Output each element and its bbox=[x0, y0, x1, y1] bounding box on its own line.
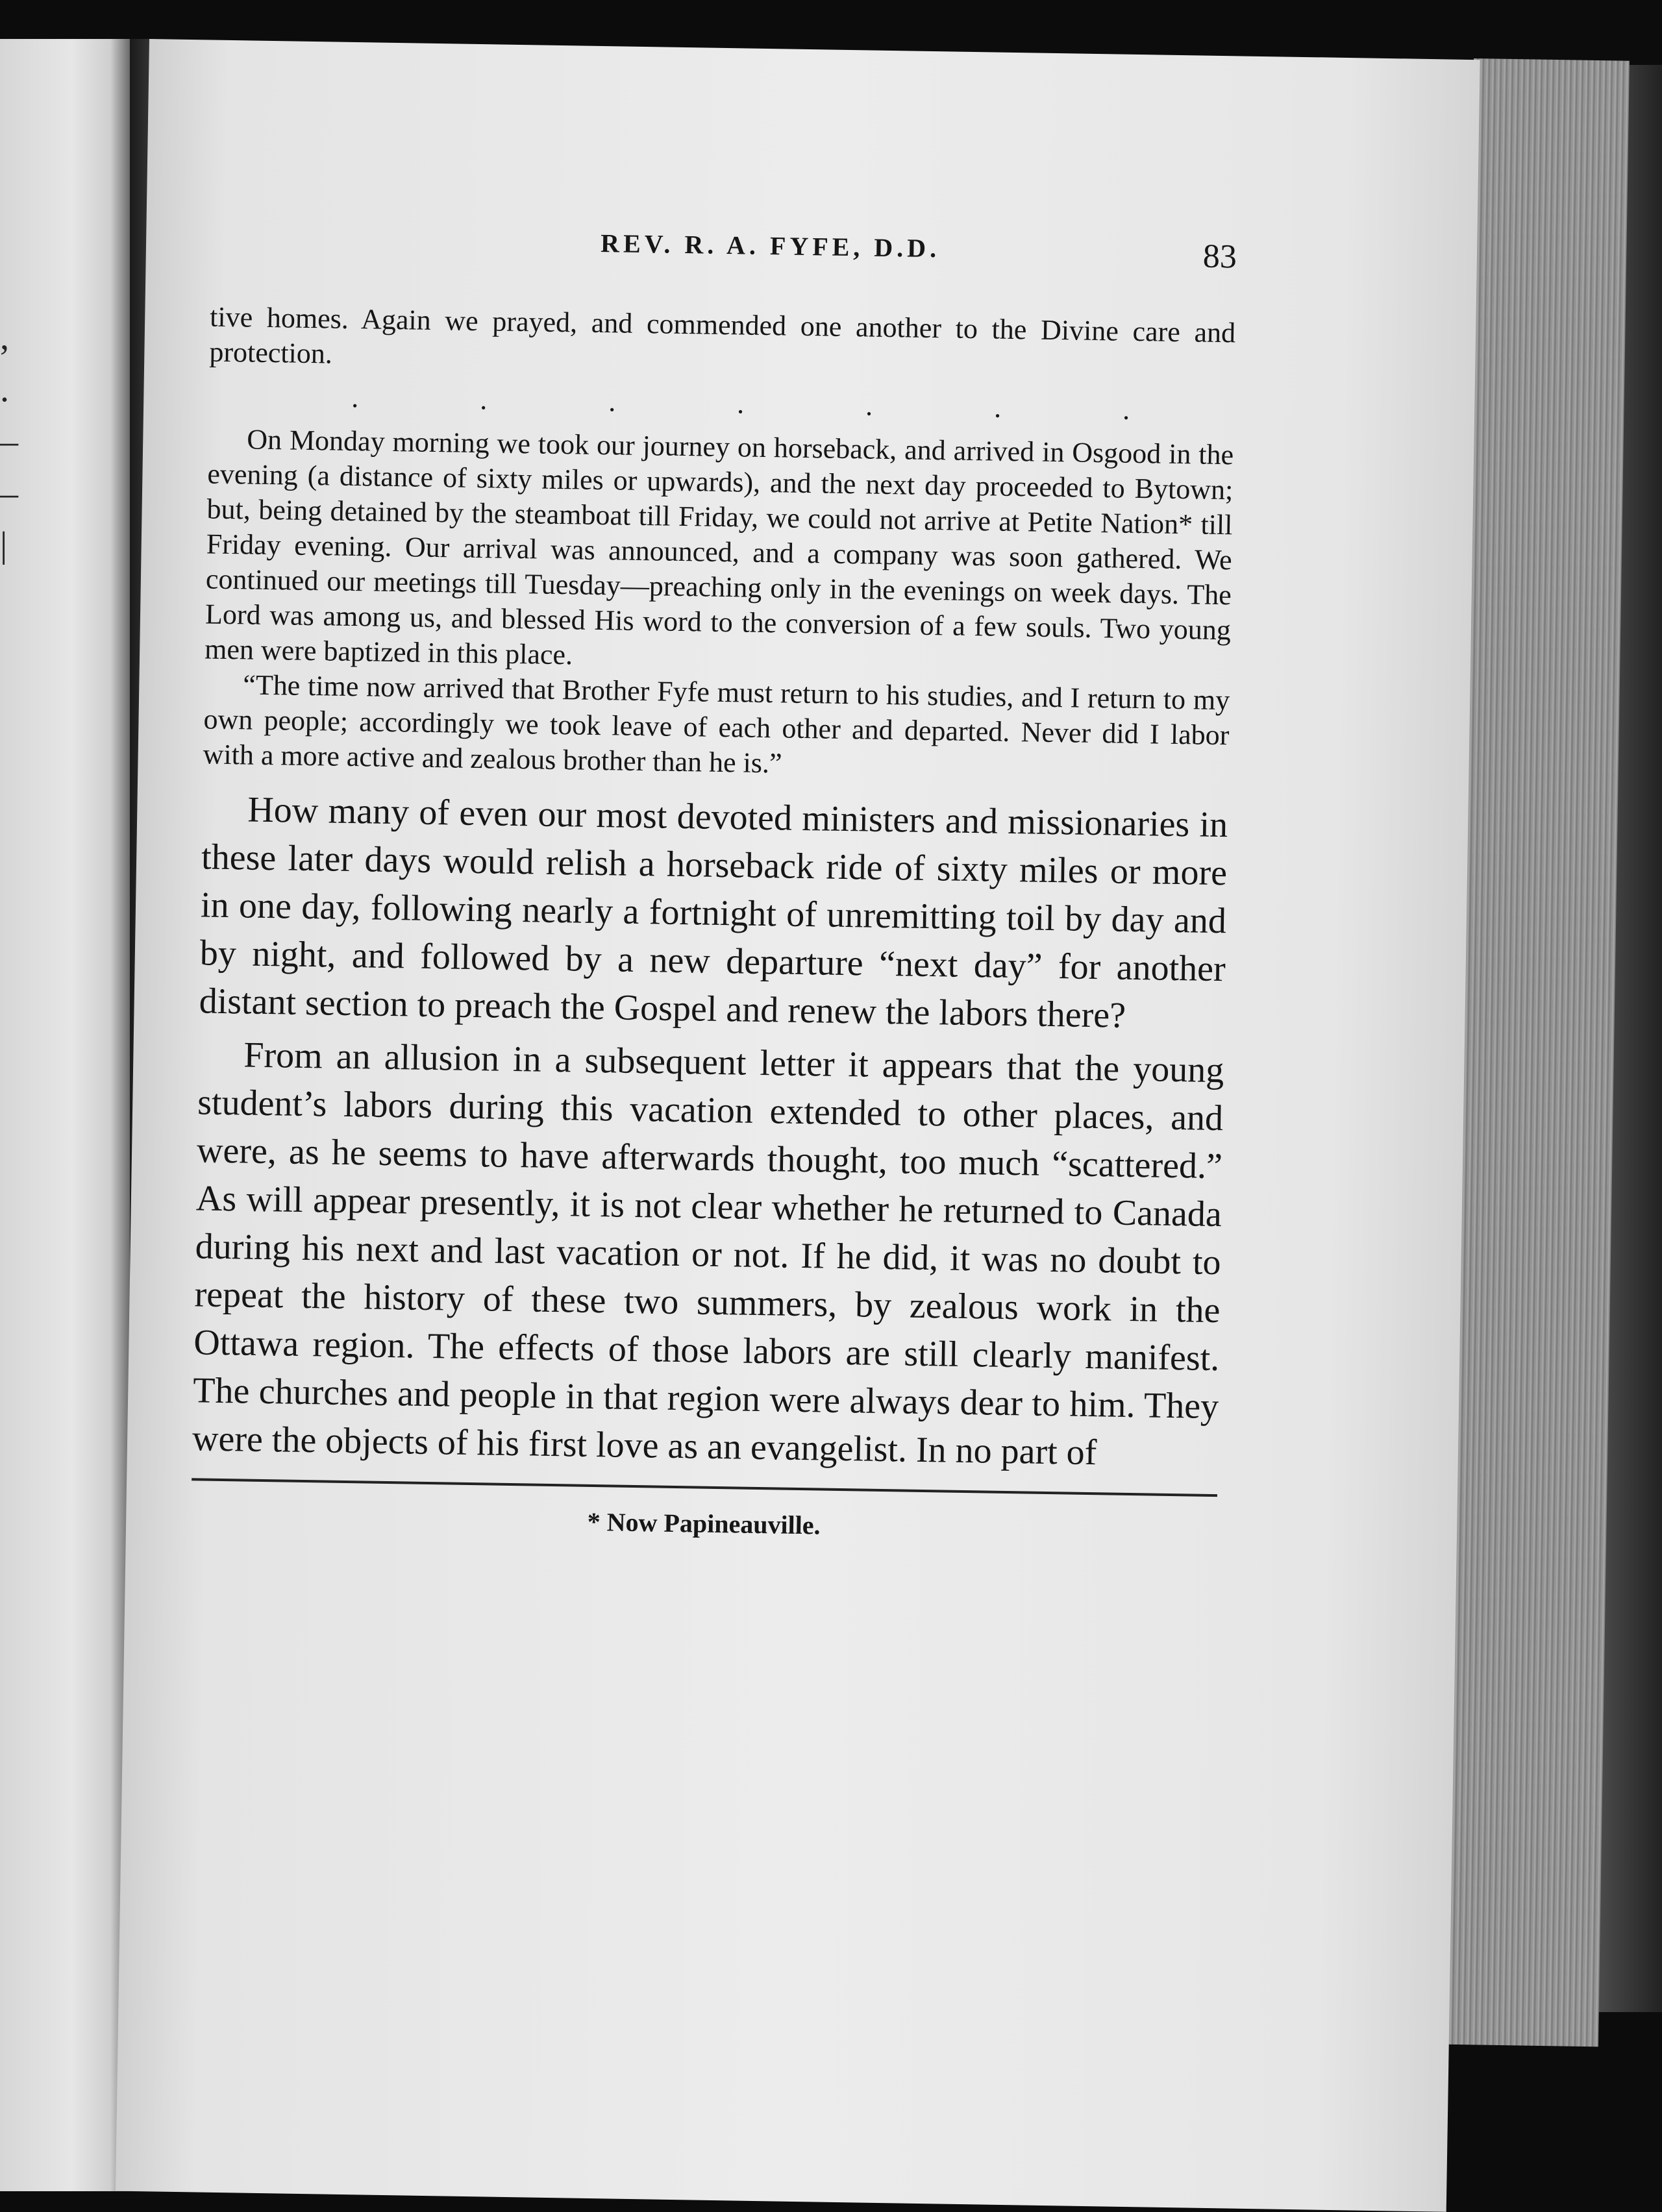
quoted-letter bbox=[203, 300, 1235, 789]
book-page bbox=[116, 39, 1480, 2212]
body-text bbox=[192, 785, 1228, 1479]
footnote: * Now Papineauville. bbox=[587, 1506, 821, 1540]
margin-mark: – bbox=[0, 473, 18, 513]
body-paragraph-2: From an allusion in a subsequent letter it appears that the young student’s labors during this vacation extended to other places, and were, as he seems to have afterwards thought, too much “scattered.” As will appear presently, it is not clear whether he returned to Canada during his next and last vacation or not. If he did, it was no doubt to repeat the history of these two summers, by zealous work in the Ottawa region. The effects of those labors are still clearly manifest. The churches and people in that region were always dear to him. They were the objects of his first love as an evangelist. In no part of bbox=[192, 1035, 1224, 1473]
page-number: 83 bbox=[1202, 238, 1237, 276]
facing-page-fragment bbox=[0, 39, 130, 2191]
ellipsis-dots: . . . . . . . bbox=[351, 381, 1187, 427]
margin-mark: – bbox=[0, 421, 18, 461]
running-title: REV. R. A. FYFE, D.D. bbox=[600, 228, 941, 264]
footnote-rule bbox=[192, 1478, 1217, 1497]
letter-paragraph-1: tive homes. Again we prayed, and commended one another to the Divine care and protection. bbox=[209, 301, 1236, 370]
letter-paragraph-2: On Monday morning we took our journey on horseback, and arrived in Osgood in the evening (a distance of sixty miles or upwards), and the next day proceeded to Bytown; but, being detained by the steamboat till Friday, we could not arrive at Petite Nation* till Friday evening. Our arrival was announced, and a company was soon gathered. We continued our meetings till Tuesday—preaching only in the evenings on week days. The Lord was among us, and blessed His word to the conversion of a few souls. Two young men were baptized in this place. bbox=[204, 423, 1234, 671]
margin-mark: . bbox=[0, 369, 9, 410]
margin-mark: , bbox=[0, 317, 9, 358]
running-head bbox=[210, 222, 1237, 316]
letter-paragraph-3: “The time now arrived that Brother Fyfe must return to his studies, and I return to my own people; accordingly we took leave of each other and departed. Never did I labor with a more active and zealous brother than he is.” bbox=[203, 669, 1230, 780]
margin-mark: | bbox=[0, 525, 8, 565]
body-paragraph-1: How many of even our most devoted ministers and missionaries in these later days would relish a horseback ride of sixty miles or more in one day, following nearly a fortnight of unremitting toil by day and by night, and followed by a new departure “next day” for another distant section to preach the Gospel and renew the labors there? bbox=[199, 789, 1228, 1036]
page-content bbox=[191, 222, 1237, 1547]
facing-page-margin-marks bbox=[0, 312, 26, 571]
